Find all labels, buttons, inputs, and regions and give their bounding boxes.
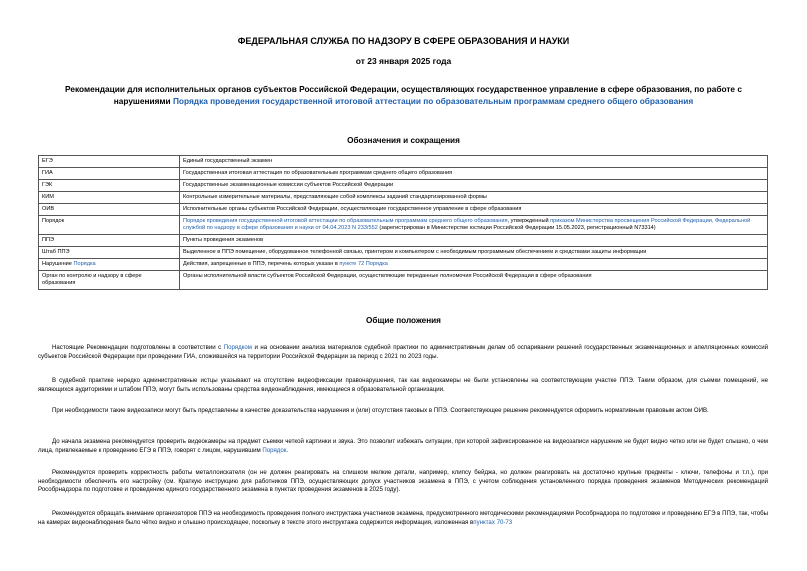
abbreviations-heading: Обозначения и сокращения [347, 136, 460, 145]
abbr-key-text: Нарушение [42, 261, 74, 267]
paragraph-2 [38, 377, 768, 394]
abbr-value: Единый государственный экзамен [180, 156, 768, 168]
abbr-value: Органы исполнительной власти субъектов Российской Федерации, осуществляющие переданные полномочия Российской Федерации в сфере образования [180, 271, 768, 290]
abbr-key: Порядок [39, 216, 180, 235]
poryadok-link[interactable]: Порядок проведения государственной итоговой аттестации по образовательным программам среднего общего образования [183, 218, 508, 224]
abbr-value [180, 216, 768, 235]
poryadkom-link[interactable]: Порядком [223, 344, 252, 351]
abbr-value-text: Действия, запрещенные в ППЭ, перечень которых указан в [183, 261, 340, 267]
paragraph-text: До начала экзамена рекомендуется проверить видеокамеры на предмет съемки четкой картинки и звука. Это позволит избежать ситуации, при которой зафиксированное на видеозаписи нарушение не будет видно четко или не будет слышно, о чем лица, привлекаемые к проведению ЕГЭ в ППЭ, говорят с лицом, нарушившим [38, 438, 768, 454]
abbr-value-text: (зарегистрирован в Министерстве юстиции Российской Федерации 15.05.2023, регистрационный N73314) [377, 225, 656, 231]
table-row [39, 168, 768, 180]
abbr-value: Государственная итоговая аттестация по образовательным программам среднего общего образования [180, 168, 768, 180]
paragraph-text: . [286, 446, 289, 454]
table-row [39, 192, 768, 204]
abbreviations-table [38, 155, 768, 290]
abbr-key: ЕГЭ [39, 156, 180, 168]
document-date: от 23 января 2025 года [355, 56, 452, 66]
abbr-value: Пункты проведения экзаменов [180, 235, 768, 247]
abbr-key: ППЭ [39, 235, 180, 247]
paragraph-4 [38, 438, 768, 455]
abbr-key [39, 259, 180, 271]
document-subtitle [36, 84, 771, 107]
table-row [39, 156, 768, 168]
paragraph-3 [38, 407, 768, 416]
punkty-70-73-link[interactable]: пунктах 70-73 [473, 518, 513, 526]
abbr-value: Государственные экзаменационные комиссии субъектов Российской Федерации [180, 180, 768, 192]
paragraph-6 [38, 510, 768, 527]
paragraph-5 [38, 469, 768, 495]
subtitle-poryadok-link[interactable]: Порядка проведения государственной итоговой аттестации по образовательным программам среднего общего образования [172, 95, 694, 106]
table-row [39, 235, 768, 247]
paragraph-1 [38, 344, 768, 361]
table-row [39, 271, 768, 290]
paragraph-text: Рекомендуется проверить корректность работы металлоискателя (он не должен реагировать на слишком мелкие детали, например, клипсу бейджа, но должен реагировать на достаточно крупные предметы - ключи, телефоны и т.п.), при необходимости обеспечить его настройку (см. Краткую инструкцию для работников ППЭ, осуществляющих допуск участников экзамена в ППЭ, с учетом соблюдения установленного порядка проведения экзаменов Методических рекомендаций Рособрнадзора по подготовке и проведению единого государственного экзамена в пунктах проведения экзаменов в 2025 году). [38, 469, 768, 494]
paragraph-text: Настоящие Рекомендации подготовлены в соответствии с [52, 344, 224, 351]
table-row [39, 247, 768, 259]
general-provisions-heading: Общие положения [366, 316, 441, 325]
abbr-key: ГЭК [39, 180, 180, 192]
paragraph-text: и на основании анализа материалов судебной практики по административным делам об оспаривании решений государственных экзаменационных и апелляционных комиссий субъектов Российской Федерации при проведении ГИА, сложившейся на территории Российской Федерации за период с 2021 по 2023 годы. [38, 344, 769, 360]
subtitle-text: Рекомендации для исполнительных органов субъектов Российской Федерации, осуществляющих государственное управление в сфере образования, по работе с нарушениями [65, 84, 742, 106]
abbr-key: Орган по контролю и надзору в сфере образования [39, 271, 180, 290]
abbr-key: КИМ [39, 192, 180, 204]
abbr-key: ГИА [39, 168, 180, 180]
table-row [39, 204, 768, 216]
abbr-value-text: , утвержденный [507, 218, 551, 224]
paragraph-text: При необходимости такие видеозаписи могут быть представлены в качестве доказательства нарушения и (или) отсутствия таковых в ППЭ. Соответствующее решение рекомендуется оформить нормативным правовым актом ОИВ. [52, 407, 709, 414]
abbr-key: ОИВ [39, 204, 180, 216]
abbr-value: Контрольные измерительные материалы, представляющие собой комплексы заданий стандартизированной формы [180, 192, 768, 204]
poryadok-key-link[interactable]: Порядка [73, 261, 96, 267]
prikaz-link[interactable]: приказом Министерства просвещения Российской Федерации, Федеральной службой по надзору в сфере образования и науки от 04.04.2023 N 233/552 [183, 218, 751, 231]
table-row [39, 180, 768, 192]
table-row [39, 259, 768, 271]
punkt-72-link[interactable]: пункте 72 Порядка [339, 261, 388, 267]
paragraph-text: В судебной практике нередко административные истцы указывают на отсутствие видеофиксации правонарушения, так как видеокамеры не были установлены на соответствующем участке ППЭ. Таким образом, для съемки помещений, не являющихся аудиториями и штабом ППЭ, могут быть использованы средства видеонаблюдения, имеющиеся в образовательной организации. [38, 377, 768, 393]
abbr-value: Выделенное в ППЭ помещение, оборудованное телефонной связью, принтером и компьютером с необходимым программным обеспечением и средствами защиты информации [180, 247, 768, 259]
abbr-key: Штаб ППЭ [39, 247, 180, 259]
paragraph-text: Рекомендуется обращать внимание организаторов ППЭ на необходимость проведения полного инструктажа участников экзамена, предусмотренного методическими рекомендациями Рособрнадзора по подготовке и проведению ЕГЭ в ППЭ, так, чтобы на камерах видеонаблюдения было чётко видно и слышно происходящее, поскольку в тексте этого инструктажа содержится информация, изложенная в [38, 510, 768, 526]
agency-title: ФЕДЕРАЛЬНАЯ СЛУЖБА ПО НАДЗОРУ В СФЕРЕ ОБРАЗОВАНИЯ И НАУКИ [237, 36, 570, 46]
table-row [39, 216, 768, 235]
abbr-value [180, 259, 768, 271]
poryadok-inline-link[interactable]: Порядок [262, 446, 287, 454]
abbr-value: Исполнительные органы субъектов Российской Федерации, осуществляющие государственное управление в сфере образования [180, 204, 768, 216]
